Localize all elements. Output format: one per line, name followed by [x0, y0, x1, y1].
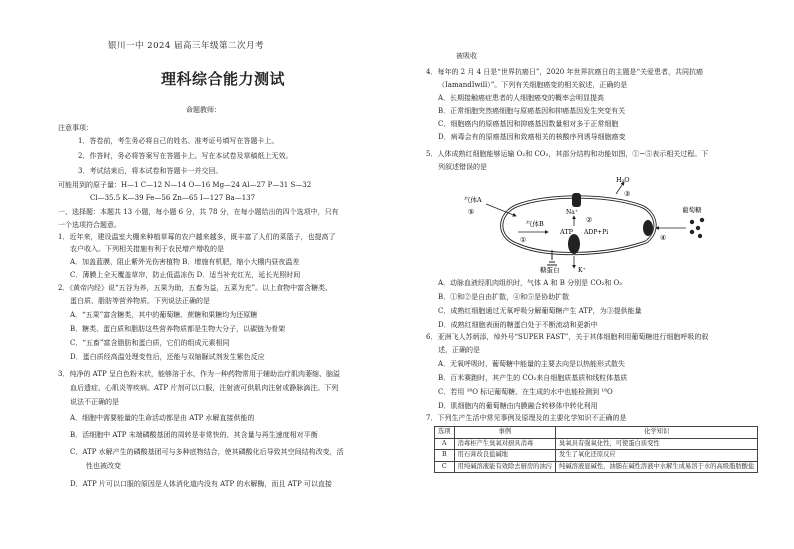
- question-7-stem: 7．下列生产生活中常见事例及原理及的主要化学知识不正确的是: [426, 414, 627, 422]
- option-c: C．“五畜”富含脂肪和蛋白质，它们的组成元素相同: [70, 339, 230, 347]
- table-row: [435, 438, 758, 450]
- option-a: A．细胞中需要能量的生命活动都是由 ATP 水解直接供能的: [70, 414, 255, 422]
- option-d: D．肌细胞内的葡萄糖由内膜融合转移体中转化利用: [438, 402, 598, 410]
- table-cell: A: [435, 438, 455, 450]
- label-adp: ADP+Pi: [584, 229, 609, 236]
- question-stem: 血后遗症、心肌炎等疾病。ATP 片剂可以口服，注射液可供肌肉注射或静脉滴注。下列: [70, 384, 339, 392]
- table-cell: 臭氧具有强氧化性，可使蛋白质变性: [556, 438, 758, 450]
- label-k: K⁺: [578, 267, 586, 274]
- table-header-row: [435, 427, 758, 439]
- option-b: B．百米赛跑时，其产生的 CO₂来自细胞质基质和线粒体基质: [438, 374, 628, 382]
- option-c-cont: 性也被改变: [86, 462, 121, 470]
- table-cell: 发生了氧化还原反应: [556, 450, 758, 462]
- question-6: [426, 332, 756, 411]
- option-d: D．病毒会有的原癌基因和致癌相关的核酸序列诱导细胞癌变: [438, 133, 626, 141]
- option-line: C．薄膜上全天覆盖草帘，防止低温冻伤 D．适当补充红光，延长光照时间: [70, 271, 301, 279]
- page-title: 理科综合能力测试: [161, 70, 286, 88]
- glucose-molecules: [690, 218, 704, 238]
- question-stem: 1．近年来，建设温室大棚来种植草莓的农户越来越多，既丰富了人们的菜篮子，也提高了: [58, 233, 336, 241]
- question-2: [58, 283, 393, 362]
- question-stem: 蛋白质、脂肪等营养物质。下列说法正确的是: [70, 297, 210, 305]
- question-stem: 述，正确的是: [438, 346, 480, 354]
- table-cell: 用纯碱溶液能有效除去厨房的油污: [454, 461, 555, 473]
- label-process-1: ①: [520, 236, 527, 244]
- question-4: [426, 67, 756, 142]
- option-a: A．动脉血液经肌肉组织时，气体 A 和 B 分别是 CO₂和 O₂: [438, 279, 623, 287]
- author-line: 命题教师：: [186, 106, 221, 114]
- question-5-options: [438, 278, 756, 330]
- option-line: A．加盖蓝膜，阻止紫外光伤害植物 B．增施有机肥，缩小大棚内昼夜温差: [70, 258, 300, 266]
- question-stem: 列叙述错误的是: [438, 163, 487, 171]
- notice-title: 注意事项：: [58, 124, 93, 132]
- table-cell: 纯碱溶液显碱性，油脂在碱性溶液中水解生成易溶于水的高级脂肪酸盐: [556, 461, 758, 473]
- option-a: A．无氧呼吸时，葡萄糖中能量的主要去向是以热能形式散失: [438, 360, 626, 368]
- table-header-cell: 化学知识: [556, 427, 758, 439]
- option-d: D．ATP 片可以口服的原因是人体消化道内没有 ATP 的水解酶，而且 ATP 可以直接: [70, 480, 332, 488]
- label-process-5: ⑤: [468, 208, 475, 216]
- option-d: D．成熟红细胞表面的糖蛋白处于不断流动和更新中: [438, 321, 598, 329]
- question-7-table: [434, 426, 758, 473]
- section-heading: 一、选择题：本题共 13 小题，每小题 6 分，共 78 分，在每小题给出的四个选项中，只有: [58, 208, 339, 216]
- label-gas-a: 气体A: [464, 196, 482, 204]
- table-cell: 用石膏改良盐碱地: [454, 450, 555, 462]
- option-b: B．糖类、蛋白质和脂肪这些营养物质都是生物大分子，以碳链为骨架: [70, 325, 286, 333]
- question-stem: 6．亚洲飞人苏炳添，绰外号“SUPER FAST”，关于其体细胞利用葡萄糖进行细胞呼吸的叙: [426, 333, 709, 341]
- na-k-pump: [568, 234, 580, 254]
- q3-continuation: 被吸收: [456, 52, 477, 60]
- notice-item: 1．答卷前，考生务必将自己的姓名、准考证号填写在答题卡上。: [78, 137, 279, 145]
- atomic-mass-line: Cl—35.5 K—39 Fe—56 Zn—65 I—127 Ba—137: [90, 194, 256, 202]
- question-5: [426, 149, 756, 172]
- notices: [58, 123, 393, 230]
- option-c: C．成熟红细胞通过无氧呼吸分解葡萄糖产生 ATP，为③提供能量: [438, 307, 642, 315]
- school-header: 银川一中 2024 届高三年级第二次月考: [108, 41, 265, 51]
- question-stem: 2．《黄帝内经》说“五谷为养，五果为助，五畜为益，五菜为充”。以上食物中富含糖类、: [58, 284, 333, 292]
- label-glucose: 葡萄糖: [682, 206, 702, 214]
- label-process-4: ④: [660, 234, 667, 242]
- table-header-cell: 事例: [454, 427, 555, 439]
- label-na: Na⁺: [566, 209, 578, 216]
- question-stem: 3．纯净的 ATP 呈白色粉末状，能够溶于水，作为一种药物常用于辅助治疗肌肉萎缩、脑溢: [58, 370, 340, 378]
- notice-item: 3．考试结束后，将本试卷和答题卡一并交回。: [78, 167, 223, 175]
- label-process-2: ②: [586, 216, 593, 224]
- option-b: B．①和②是自由扩散，④和⑤是协助扩散: [438, 293, 570, 301]
- option-a: A．“五果”富含糖类，其中的葡萄糖、蔗糖和果糖均为还原糖: [70, 311, 258, 319]
- option-d: D．蛋白质经高温处理变性后，还能与双缩脲试剂发生紫色反应: [70, 353, 265, 361]
- table-cell: B: [435, 450, 455, 462]
- question-stem: 5．人体成熟红细胞能够运输 O₂和 CO₂，其部分结构和功能如图，①~⑤表示相关过程。下: [426, 150, 709, 158]
- question-1: [58, 232, 393, 280]
- table-cell: C: [435, 461, 455, 473]
- label-glycoprotein: 糖蛋白: [540, 266, 560, 274]
- aquaporin-channel: [572, 193, 581, 207]
- option-c: C．ATP 水解产生的磷酸基团可与多种底物结合，使其磷酸化后导致其空间结构改变，活: [70, 448, 344, 456]
- glucose-transporter: [643, 220, 653, 236]
- question-stem: （IamandIwill）”。下列有关细胞癌变的相关叙述，正确的是: [438, 81, 628, 89]
- option-c: C．若用 ¹⁸O 标记葡萄糖，在生成的水中也能检测到 ¹⁸O: [438, 388, 613, 396]
- question-stem: 4．每年的 2 月 4 日是“世界抗癌日”，2020 年世界抗癌日的主题是“关爱患者，共同抗癌: [426, 68, 704, 76]
- question-3: [58, 369, 393, 489]
- label-process-3: ③: [624, 190, 631, 198]
- question-stem: 农户收入。下列相关措施有利于农民增产增收的是: [70, 245, 224, 253]
- notice-item: 2．作答时，务必将答案写在答题卡上。写在本试卷及草稿纸上无效。: [78, 152, 293, 160]
- table-row: [435, 450, 758, 462]
- option-a: A．长期接触癌症患者的人细胞癌变的概率会明显提高: [438, 94, 605, 102]
- label-atp: ATP: [560, 228, 574, 236]
- option-c: C．细胞癌内的原癌基因和抑癌基因数量相对多于正常细胞: [438, 120, 619, 128]
- rbc-membrane-diagram: [456, 176, 716, 274]
- option-b: B．活细胞中 ATP 末端磷酸基团的周转是非常快的，其含量与再生速度相对平衡: [70, 431, 318, 439]
- label-gas-b: 气体B: [526, 220, 544, 228]
- section-heading: 一个选项符合题意。: [58, 221, 121, 229]
- table-row: [435, 461, 758, 473]
- option-b: B．正常细胞突然癌细胞与原癌基因和抑癌基因发生突变有关: [438, 107, 626, 115]
- table-header-cell: 选项: [435, 427, 455, 439]
- label-h2o: H₂O: [616, 176, 630, 184]
- atomic-mass-line: 可能用到的原子量：H—1 C—12 N—14 O—16 Mg—24 Al—27 P—31 S—32: [58, 181, 312, 189]
- question-stem: 说法不正确的是: [70, 398, 119, 406]
- table-cell: 消毒柜产生臭氧对厨具消毒: [454, 438, 555, 450]
